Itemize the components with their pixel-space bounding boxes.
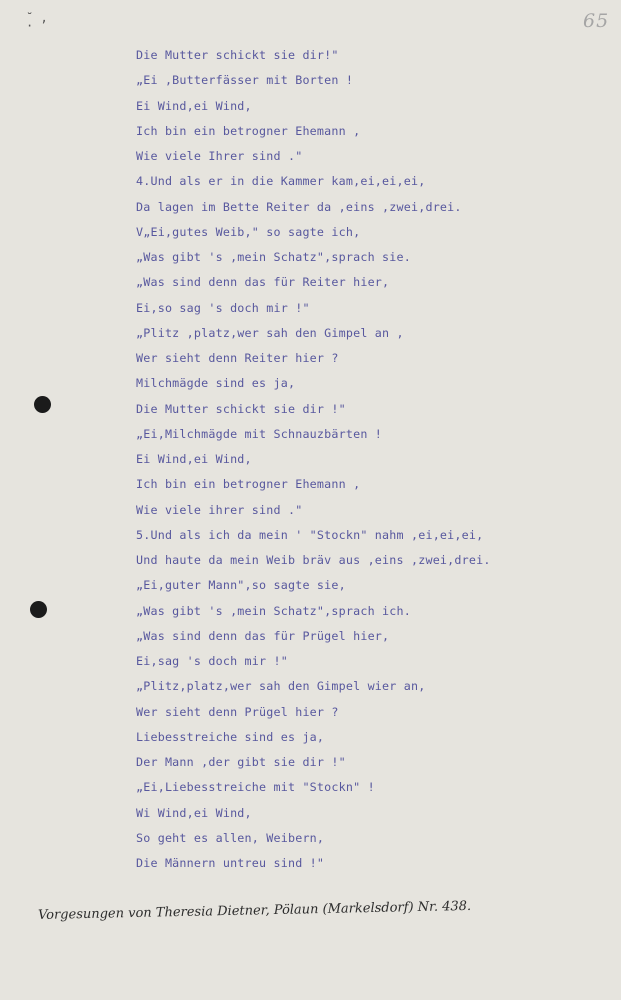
text-line: Da lagen im Bette Reiter da ,eins ,zwei,drei.	[136, 199, 462, 214]
text-line: „Plitz ,platz,wer sah den Gimpel an ,	[136, 325, 404, 340]
text-line: Wie viele Ihrer sind ."	[136, 149, 303, 163]
text-line: „Ei,guter Mann",so sagte sie,	[136, 578, 346, 593]
text-line: Ei Wind,ei Wind,	[136, 452, 252, 466]
text-line: „Ei,Liebesstreiche mit "Stockn" !	[136, 780, 375, 795]
typewritten-text	[136, 43, 491, 876]
text-line: Ei,sag 's doch mir !"	[136, 654, 288, 668]
text-line: Wi Wind,ei Wind,	[136, 805, 252, 820]
punch-hole-bottom	[30, 601, 47, 618]
text-line: Wer sieht denn Prügel hier ?	[136, 704, 339, 719]
text-line: V„Ei,gutes Weib," so sagte ich,	[136, 224, 361, 239]
text-line: Wie viele ihrer sind ."	[136, 502, 303, 517]
text-line: Die Mutter schickt sie dir !"	[136, 401, 346, 416]
text-line: „Ei,Milchmägde mit Schnauzbärten !	[136, 426, 383, 441]
text-line: Die Mutter schickt sie dir!"	[136, 48, 339, 62]
text-line: „Was gibt 's ,mein Schatz",sprach sie.	[136, 250, 411, 264]
text-line: Ei,so sag 's doch mir !"	[136, 300, 310, 315]
text-line: „Plitz,platz,wer sah den Gimpel wier an,	[136, 679, 426, 694]
text-line: So geht es allen, Weibern,	[136, 830, 325, 845]
text-line: 5.Und als ich da mein ' "Stockn" nahm ,ei,ei,ei,	[136, 527, 484, 542]
text-line: Ich bin ein betrogner Ehemann ,	[136, 123, 361, 138]
text-line: Liebesstreiche sind es ja,	[136, 729, 325, 744]
punch-hole-top	[34, 396, 51, 413]
text-line: „Was sind denn das für Prügel hier,	[136, 628, 390, 643]
text-line: 4.Und als er in die Kammer kam,ei,ei,ei,	[136, 174, 426, 189]
corner-mark: ˘ , ·	[26, 11, 48, 33]
text-line: Der Mann ,der gibt sie dir !"	[136, 755, 346, 769]
text-line: Und haute da mein Weib bräv aus ,eins ,zwei,drei.	[136, 553, 491, 567]
text-line: Ei Wind,ei Wind,	[136, 98, 252, 113]
text-line: „Was gibt 's ,mein Schatz",sprach ich.	[136, 603, 411, 618]
text-line: „Was sind denn das für Reiter hier,	[136, 275, 390, 290]
text-line: Milchmägde sind es ja,	[136, 376, 296, 391]
text-line: Wer sieht denn Reiter hier ?	[136, 351, 339, 365]
text-line: „Ei ,Butterfässer mit Borten !	[136, 73, 354, 88]
text-line: Ich bin ein betrogner Ehemann ,	[136, 477, 361, 492]
text-line: Die Männern untreu sind !"	[136, 856, 325, 870]
handwritten-footer-note: Vorgesungen von Theresia Dietner, Pölaun (Markelsdorf) Nr. 438.	[37, 898, 472, 923]
page-number: 65	[583, 10, 610, 32]
